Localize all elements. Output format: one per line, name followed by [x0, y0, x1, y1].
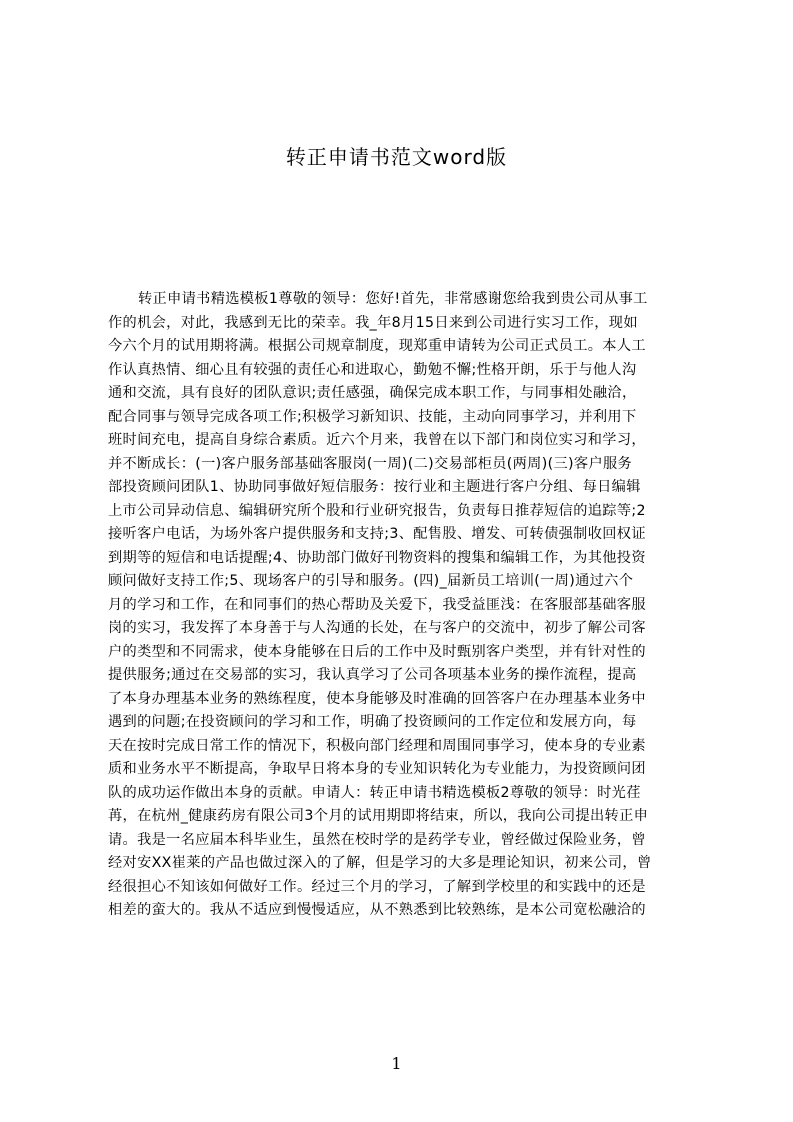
body-paragraph: [108, 288, 698, 923]
paragraph-line: 作的机会，对此，我感到无比的荣幸。我_年8月15日来到公司进行实习工作，现如: [108, 314, 638, 331]
paragraph-line: 质和业务水平不断提高，争取早日将本身的专业知识转化为专业能力，为投资顾问团: [108, 761, 646, 777]
paragraph-line: 配合同事与领导完成各项工作;积极学习新知识、技能，主动向同事学习，并利用下: [108, 408, 637, 425]
paragraph-line: 部投资顾问团队1、协助同事做好短信服务：按行业和主题进行客户分组、每日编辑: [108, 479, 641, 495]
paragraph-line: 苒，在杭州_健康药房有限公司3个月的试用期即将结束，所以，我向公司提出转正申: [108, 808, 649, 824]
paragraph-line: 到期等的短信和电话提醒;4、协助部门做好刊物资料的搜集和编辑工作，为其他投资: [108, 549, 646, 566]
paragraph-line: 经对安XX崔莱的产品也做过深入的了解，但是学习的大多是理论知识，初来公司，曾: [108, 855, 652, 871]
paragraph-line: 作认真热情、细心且有较强的责任心和进取心，勤勉不懈;性格开朗，乐于与他人沟: [108, 361, 637, 378]
paragraph-line: 了本身办理基本业务的熟练程度，使本身能够及时准确的回答客户在办理基本业务中: [108, 690, 646, 707]
paragraph-line: 相差的蛮大的。我从不适应到慢慢适应，从不熟悉到比较熟练，是本公司宽松融洽的: [108, 902, 646, 918]
paragraph-line: 提供服务;通过在交易部的实习，我认真学习了公司各项基本业务的操作流程，提高: [108, 667, 637, 683]
page-number: 1: [391, 1054, 402, 1073]
paragraph-line: 通和交流，具有良好的团队意识;责任感强，确保完成本职工作，与同事相处融洽，: [108, 385, 637, 401]
paragraph-line: 转正申请书精选模板1尊敬的领导：您好!首先，非常感谢您给我到贵公司从事工: [138, 291, 648, 307]
paragraph-line: 队的成功运作做出本身的贡献。申请人：转正申请书精选模板2尊敬的领导：时光荏: [108, 784, 641, 801]
paragraph-line: 遇到的问题;在投资顾问的学习和工作，明确了投资顾问的工作定位和发展方向，每: [108, 714, 637, 730]
page-title: 转正申请书范文word版: [285, 145, 508, 169]
paragraph-line: 天在按时完成日常工作的情况下，积极向部门经理和周围同事学习，使本身的专业素: [108, 737, 646, 754]
paragraph-line: 请。我是一名应届本科毕业生，虽然在校时学的是药学专业，曾经做过保险业务，曾: [108, 831, 646, 848]
paragraph-line: 今六个月的试用期将满。根据公司规章制度，现郑重申请转为公司正式员工。本人工: [108, 338, 646, 354]
paragraph-line: 月的学习和工作，在和同事们的热心帮助及关爱下，我受益匪浅：在客服部基础客服: [108, 596, 646, 613]
paragraph-line: 岗的实习，我发挥了本身善于与人沟通的长处，在与客户的交流中，初步了解公司客: [108, 620, 646, 636]
paragraph-line: 接听客户电话，为场外客户提供服务和支持;3、配售股、增发、可转债强制收回权证: [108, 526, 646, 542]
paragraph-line: 班时间充电，提高自身综合素质。近六个月来，我曾在以下部门和岗位实习和学习，: [108, 432, 646, 448]
paragraph-line: 经很担心不知该如何做好工作。经过三个月的学习，了解到学校里的和实践中的还是: [108, 878, 646, 895]
paragraph-line: 上市公司异动信息、编辑研究所个股和行业研究报告，负责每日推荐短信的追踪等;2: [108, 502, 646, 519]
paragraph-line: 并不断成长：(一)客户服务部基础客服岗(一周)(二)交易部柜员(两周)(三)客户服务: [108, 455, 633, 472]
paragraph-line: 顾问做好支持工作;5、现场客户的引导和服务。(四)_届新员工培训(一周)通过六个: [108, 573, 634, 589]
paragraph-line: 户的类型和不同需求，使本身能够在日后的工作中及时甄别客户类型，并有针对性的: [108, 643, 646, 660]
